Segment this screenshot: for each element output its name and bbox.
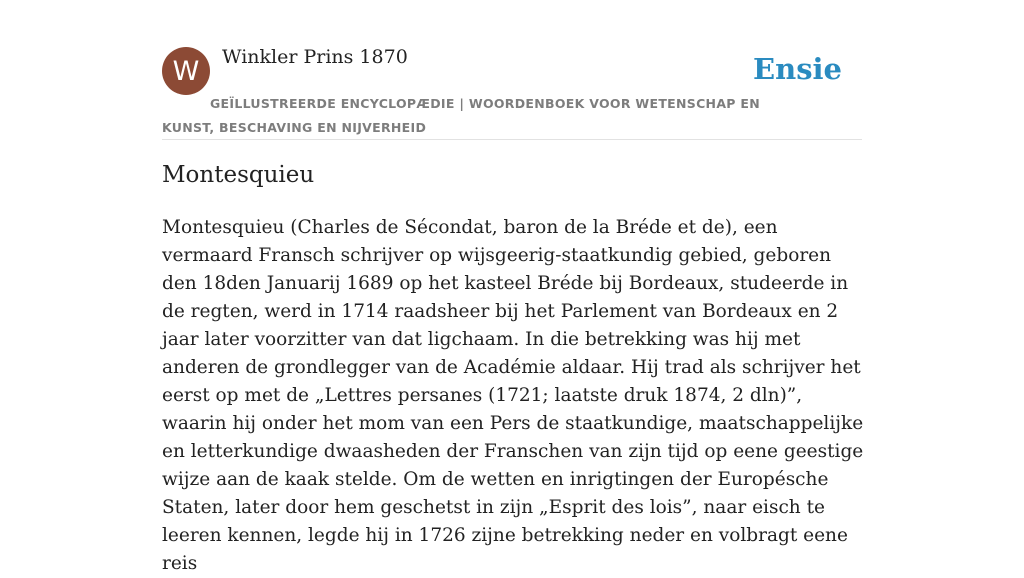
source-avatar[interactable]: W <box>162 47 210 95</box>
ensie-logo[interactable]: Ensie <box>753 52 842 86</box>
source-subtitle: GEÏLLUSTREERDE ENCYCLOPÆDIE | WOORDENBOEK VOOR WETENSCHAP EN KUNST, BESCHAVING EN NIJVERHEID <box>162 96 760 135</box>
article-title: Montesquieu <box>162 162 315 188</box>
source-title-link[interactable]: Winkler Prins 1870 <box>222 46 408 68</box>
article-body: Montesquieu (Charles de Sécondat, baron de la Bréde et de), een vermaard Fransch schrijver op wijsgeerig-staatkundig gebied, geboren den 18den Januarij 1689 op het kasteel Bréde bij Bordeaux, studeerde in de regten, werd in 1714 raadsheer bij het Parlement van Bordeaux en 2 jaar later voorzitter van dat ligchaam. In die betrekking was hij met anderen de grondlegger van de Académie aldaar. Hij trad als schrijver het eerst op met de „Lettres persanes (1721; laatste druk 1874, 2 dln)”, waarin hij onder het mom van een Pers de staatkundige, maatschappelijke en letterkundige dwaasheden der Franschen van zijn tijd op eene geestige wijze aan de kaak stelde. Om de wetten en inrigtingen der Europésche Staten, later door hem geschetst in zijn „Esprit des lois”, naar eisch te leeren kennen, legde hij in 1726 zijne betrekking neder en volbragt eene reis <box>162 217 864 574</box>
source-header <box>162 46 862 140</box>
